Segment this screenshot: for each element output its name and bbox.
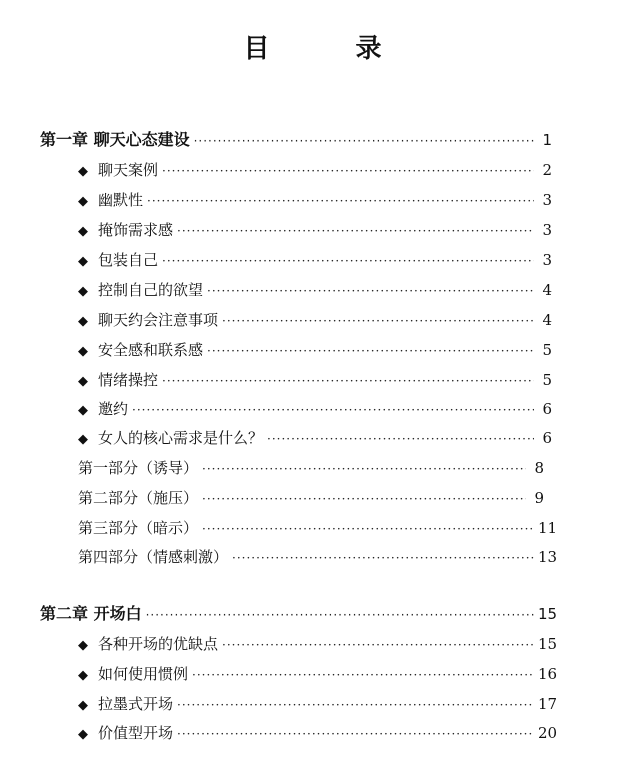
item-label: 邀约 [98, 400, 129, 418]
leader-dots [202, 458, 526, 480]
item-label: 女人的核心需求是什么？ [98, 429, 264, 447]
leader-dots [177, 220, 534, 242]
page-number: 1 [542, 131, 552, 149]
toc-item[interactable] [78, 693, 558, 715]
page-title: 目 录 [243, 34, 412, 64]
leader-dots [207, 340, 534, 362]
chapter-label: 第二章 开场白 [40, 604, 142, 623]
page-number: 3 [542, 191, 552, 209]
toc-item[interactable] [78, 219, 552, 241]
part-label: 第四部分（情感刺激） [78, 548, 229, 566]
toc-item[interactable] [78, 189, 552, 211]
black-diamond-icon: ◆ [78, 164, 88, 179]
black-diamond-icon: ◆ [78, 224, 88, 239]
toc-part[interactable] [78, 457, 544, 479]
toc-part[interactable] [78, 546, 558, 568]
leader-dots [162, 250, 534, 272]
page-number: 8 [534, 459, 544, 477]
item-label: 各种开场的优缺点 [98, 635, 219, 653]
toc-item[interactable] [78, 398, 552, 420]
toc-part[interactable] [78, 487, 544, 509]
page-number: 13 [538, 548, 558, 566]
toc-chapter-1[interactable] [40, 129, 552, 151]
leader-dots [177, 723, 534, 745]
black-diamond-icon: ◆ [78, 314, 88, 329]
item-label: 情绪操控 [98, 371, 159, 389]
page-number: 3 [542, 221, 552, 239]
toc-item[interactable] [78, 427, 552, 449]
page-number: 2 [542, 161, 552, 179]
item-label: 控制自己的欲望 [98, 281, 204, 299]
item-label: 聊天案例 [98, 161, 159, 179]
black-diamond-icon: ◆ [78, 254, 88, 269]
leader-dots [207, 280, 534, 302]
page-number: 15 [538, 635, 558, 653]
toc-item[interactable] [78, 309, 552, 331]
black-diamond-icon: ◆ [78, 668, 88, 683]
item-label: 掩饰需求感 [98, 221, 174, 239]
black-diamond-icon: ◆ [78, 194, 88, 209]
item-label: 聊天约会注意事项 [98, 311, 219, 329]
black-diamond-icon: ◆ [78, 698, 88, 713]
toc-part[interactable] [78, 517, 558, 539]
toc-item[interactable] [78, 159, 552, 181]
item-label: 包装自己 [98, 251, 159, 269]
leader-dots [132, 399, 534, 421]
black-diamond-icon: ◆ [78, 727, 88, 742]
leader-dots [146, 604, 534, 626]
page-number: 4 [542, 311, 552, 329]
toc-chapter-2[interactable] [40, 603, 558, 625]
leader-dots [177, 694, 534, 716]
leader-dots [222, 310, 534, 332]
page-number: 15 [538, 605, 558, 623]
leader-dots [162, 160, 534, 182]
page-number: 5 [542, 341, 552, 359]
black-diamond-icon: ◆ [78, 638, 88, 653]
page-number: 20 [538, 724, 558, 742]
chapter-label: 第一章 聊天心态建设 [40, 130, 190, 149]
page-number: 5 [542, 371, 552, 389]
black-diamond-icon: ◆ [78, 403, 88, 418]
page-number: 17 [538, 695, 558, 713]
item-label: 拉墨式开场 [98, 695, 174, 713]
black-diamond-icon: ◆ [78, 344, 88, 359]
leader-dots [194, 130, 534, 152]
leader-dots [192, 664, 534, 686]
page-number: 9 [534, 489, 544, 507]
page-number: 6 [542, 400, 552, 418]
black-diamond-icon: ◆ [78, 284, 88, 299]
toc-item[interactable] [78, 663, 558, 685]
leader-dots [267, 428, 534, 450]
page-number: 3 [542, 251, 552, 269]
page-number: 6 [542, 429, 552, 447]
page-number: 11 [538, 519, 558, 537]
part-label: 第一部分（诱导） [78, 459, 199, 477]
leader-dots [162, 370, 534, 392]
leader-dots [147, 190, 534, 212]
item-label: 价值型开场 [98, 724, 174, 742]
toc-item[interactable] [78, 369, 552, 391]
toc-item[interactable] [78, 722, 558, 744]
item-label: 如何使用惯例 [98, 665, 189, 683]
part-label: 第三部分（暗示） [78, 519, 199, 537]
black-diamond-icon: ◆ [78, 374, 88, 389]
leader-dots [202, 488, 526, 510]
toc-item[interactable] [78, 633, 558, 655]
item-label: 安全感和联系感 [98, 341, 204, 359]
page-number: 4 [542, 281, 552, 299]
toc-item[interactable] [78, 339, 552, 361]
toc-item[interactable] [78, 249, 552, 271]
toc-item[interactable] [78, 279, 552, 301]
leader-dots [232, 547, 534, 569]
page-number: 16 [538, 665, 558, 683]
item-label: 幽默性 [98, 191, 144, 209]
black-diamond-icon: ◆ [78, 432, 88, 447]
leader-dots [222, 634, 534, 656]
leader-dots [202, 518, 534, 540]
part-label: 第二部分（施压） [78, 489, 199, 507]
